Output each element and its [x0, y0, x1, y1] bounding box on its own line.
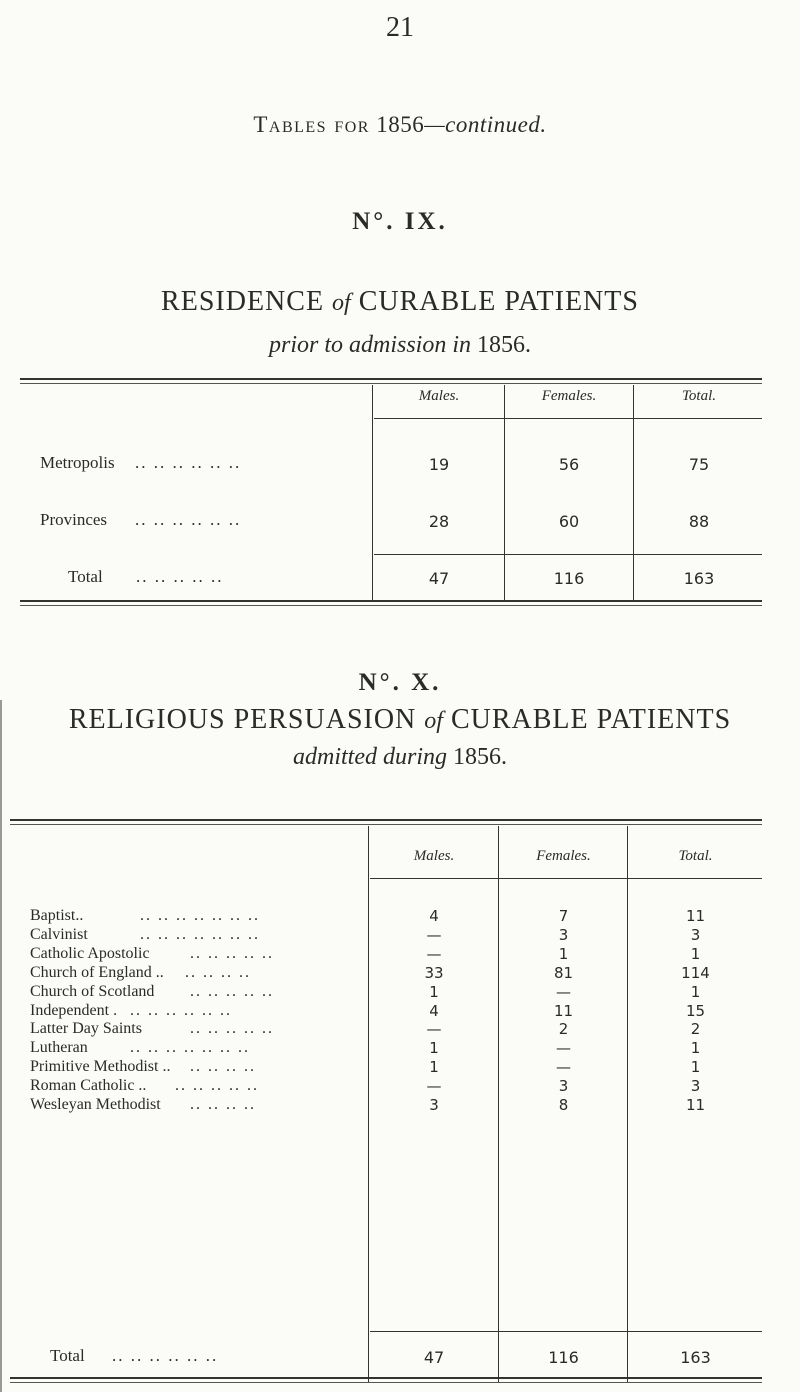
table-9-rule-top	[20, 378, 762, 380]
table-10-row-males: —	[426, 945, 442, 963]
table-9-rule-top-2	[20, 383, 762, 384]
table-10-row-total: 11	[685, 907, 706, 925]
table-9-header-males: Males.	[418, 388, 460, 404]
table-10-rule-top	[10, 819, 762, 821]
table-10-row-leader: .. .. .. .. ..	[190, 1020, 274, 1037]
table-10-row-leader: .. .. .. .. ..	[190, 945, 274, 962]
table-9-subtitle-text: prior to admission in	[268, 332, 472, 358]
table-10-header-females: Females.	[536, 848, 591, 864]
table-9-header-rule	[374, 418, 762, 419]
table-9-row-provinces-label: Provinces	[40, 510, 108, 529]
table-10-rule-top-2	[10, 824, 762, 825]
table-10-row-label: Wesleyan Methodist	[30, 1096, 161, 1113]
table-9-subtitle-year: 1856.	[477, 332, 532, 358]
table-10-total-total: 163	[680, 1348, 711, 1367]
running-head-caps: Tables for	[253, 112, 370, 137]
table-10-row-total: 3	[690, 926, 701, 944]
table-10-row-females: 8	[558, 1096, 569, 1114]
table-10-subtitle	[0, 744, 800, 771]
table-9-total-rule	[374, 554, 762, 555]
table-10-row-label: Baptist..	[30, 907, 84, 924]
table-10-row-total: 3	[690, 1077, 701, 1095]
running-head	[0, 112, 800, 138]
table-10-row-label: Latter Day Saints	[30, 1020, 142, 1037]
table-9-total-leader: .. .. .. .. ..	[136, 567, 224, 586]
table-10-subtitle-year: 1856.	[453, 744, 507, 770]
table-10-row-males: —	[426, 926, 442, 944]
table-10-header-rule	[370, 878, 762, 879]
table-9-rule-bottom	[20, 600, 762, 602]
table-10-row-label: Roman Catholic ..	[30, 1077, 147, 1094]
table-10-rule-bottom	[10, 1377, 762, 1379]
table-10-row-total: 1	[690, 945, 701, 963]
table-9-title-b: CURABLE PATIENTS	[358, 286, 639, 317]
table-10-row-leader: .. .. .. ..	[185, 964, 251, 981]
table-10-row-males: —	[426, 1020, 442, 1038]
table-9-total-males: 47	[428, 569, 450, 588]
table-9-divider-1	[372, 385, 373, 600]
table-10-rule-bottom-2	[10, 1382, 762, 1383]
table-10-divider-1	[368, 826, 369, 1382]
table-10-row-leader: .. .. .. .. .. ..	[130, 1002, 232, 1019]
table-10-row-label: Church of Scotland	[30, 983, 155, 1000]
table-9-row-metropolis-leader: .. .. .. .. .. ..	[135, 453, 242, 472]
table-10-title-b: CURABLE PATIENTS	[450, 704, 732, 735]
table-9-header-total: Total.	[681, 388, 717, 404]
table-10-row-males: 4	[429, 907, 439, 925]
table-10-divider-3	[627, 826, 628, 1382]
table-9-total-label: Total	[68, 567, 103, 586]
page-number: 21	[386, 12, 414, 43]
table-10-row-females: —	[556, 1058, 571, 1076]
table-10-title	[0, 704, 800, 736]
table-10-row-leader: .. .. .. ..	[190, 1058, 256, 1075]
table-10-header-total: Total.	[678, 848, 713, 864]
table-9-row-metropolis-females: 56	[558, 455, 580, 474]
table-10-total-leader: .. .. .. .. .. ..	[112, 1346, 219, 1365]
table-10-subtitle-text: admitted during	[293, 744, 447, 770]
table-9-row-provinces-females: 60	[558, 512, 580, 531]
table-10-row-label: Independent .	[30, 1002, 118, 1019]
table-9-row-metropolis-label: Metropolis	[40, 453, 115, 472]
table-9-number: N°. IX.	[352, 208, 448, 235]
table-10-row-total: 1	[690, 1039, 701, 1057]
table-10-row-total: 15	[685, 1002, 706, 1020]
table-10-row-males: 1	[429, 983, 439, 1001]
table-10-row-males: 1	[429, 1039, 439, 1057]
running-head-year: 1856	[376, 112, 425, 137]
table-10-row-leader: .. .. .. ..	[190, 1096, 256, 1113]
table-10-row-females: 81	[553, 964, 574, 982]
table-10-total-label: Total	[50, 1346, 85, 1365]
table-10-row-females: 7	[558, 907, 569, 925]
table-10-row-label: Church of England ..	[30, 964, 164, 981]
table-10-total-females: 116	[548, 1348, 579, 1367]
table-9-total-total: 163	[683, 569, 715, 588]
table-10-row-females: —	[556, 1039, 571, 1057]
table-9-row-provinces-leader: .. .. .. .. .. ..	[135, 510, 242, 529]
table-9-row-provinces-males: 28	[428, 512, 450, 531]
table-10-row-label: Lutheran	[30, 1039, 88, 1056]
table-10-row-total: 1	[690, 1058, 701, 1076]
table-10-row-leader: .. .. .. .. .. .. ..	[130, 1039, 250, 1056]
table-10-row-label: Primitive Methodist ..	[30, 1058, 171, 1075]
table-9-row-metropolis-males: 19	[428, 455, 450, 474]
table-10-row-total: 1	[690, 983, 701, 1001]
table-10-row-females: 2	[558, 1020, 569, 1038]
table-9-total-females: 116	[553, 569, 585, 588]
table-10-row-total: 114	[681, 964, 710, 982]
table-9-title-of: of	[332, 290, 351, 316]
table-10-title-of: of	[424, 708, 443, 734]
page-edge-shadow	[0, 700, 2, 1392]
table-10-row-females: 3	[558, 1077, 569, 1095]
table-10-row-males: 33	[424, 964, 444, 982]
table-10-row-males: 4	[429, 1002, 439, 1020]
table-10-row-males: —	[426, 1077, 442, 1095]
table-10-row-females: 11	[553, 1002, 574, 1020]
table-10-header-males: Males.	[413, 848, 455, 864]
table-10-row-label: Catholic Apostolic	[30, 945, 150, 962]
table-9-rule-bottom-2	[20, 605, 762, 606]
table-10-divider-2	[498, 826, 499, 1382]
running-head-cont: —continued.	[424, 112, 547, 137]
table-10-row-males: 1	[429, 1058, 439, 1076]
table-10-row-label: Calvinist	[30, 926, 88, 943]
table-10-title-a: RELIGIOUS PERSUASION	[68, 704, 417, 735]
table-10-total-males: 47	[423, 1348, 445, 1367]
table-10-row-females: 3	[558, 926, 569, 944]
table-10-row-leader: .. .. .. .. ..	[175, 1077, 259, 1094]
table-9-subtitle	[0, 332, 800, 359]
table-9-row-provinces-total: 88	[688, 512, 710, 531]
table-10-row-total: 2	[690, 1020, 701, 1038]
table-10-row-leader: .. .. .. .. .. .. ..	[140, 926, 260, 943]
table-9-title-a: RESIDENCE	[161, 286, 325, 317]
table-9-row-metropolis-total: 75	[688, 455, 710, 474]
table-9-header-females: Females.	[541, 388, 597, 404]
table-10-row-males: 3	[429, 1096, 439, 1114]
table-10-row-females: —	[556, 983, 571, 1001]
table-10-row-leader: .. .. .. .. ..	[190, 983, 274, 1000]
table-10-row-leader: .. .. .. .. .. .. ..	[140, 907, 260, 924]
table-10-row-females: 1	[558, 945, 569, 963]
table-10-total-rule	[370, 1331, 762, 1332]
table-9-title	[0, 286, 800, 318]
table-10-number: N°. X.	[358, 669, 442, 696]
table-10-row-total: 11	[685, 1096, 706, 1114]
